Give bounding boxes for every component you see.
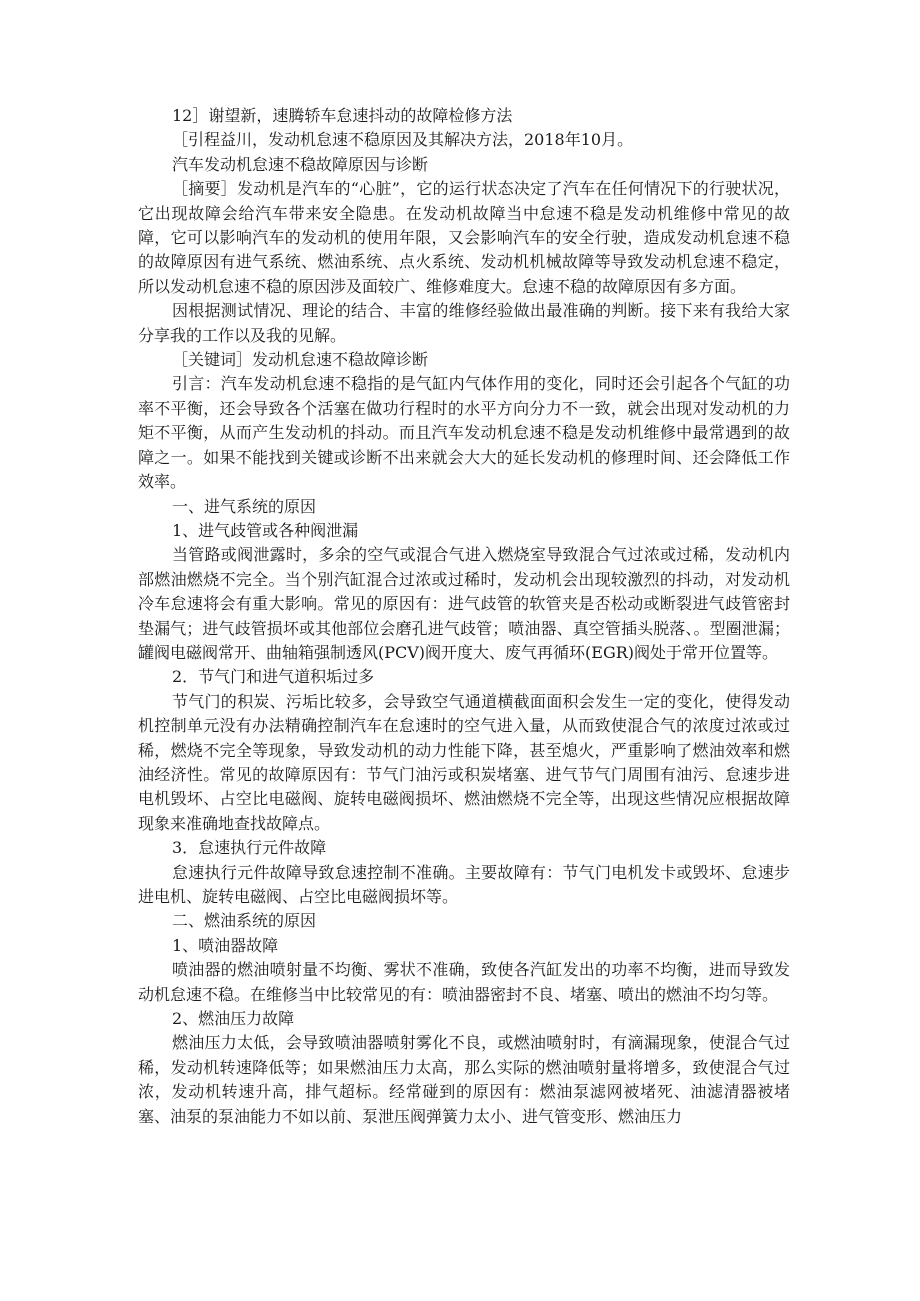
section-heading: 二、燃油系统的原因 bbox=[172, 911, 317, 931]
body-paragraph: 怠速执行元件故障导致怠速控制不准确。主要故障有：节气门电机发卡或毁坏、怠速步进电机、旋转电磁阀、占空比电磁阀损坏等。 bbox=[138, 862, 790, 906]
body-paragraph: 喷油器的燃油喷射量不均衡、雾状不准确，致使各汽缸发出的功率不均衡，进而导致发动机怠速不稳。在维修当中比较常见的有：喷油器密封不良、堵塞、喷出的燃油不均匀等。 bbox=[138, 960, 790, 1004]
document-title: 汽车发动机怠速不稳故障原因与诊断 bbox=[172, 154, 429, 174]
subsection-heading: 1、进气歧管或各种阀泄漏 bbox=[172, 520, 359, 540]
keywords: ［关键词］发动机怠速不稳故障诊断 bbox=[172, 350, 429, 370]
document-body bbox=[138, 104, 790, 1129]
body-paragraph: 因根据测试情况、理论的结合、丰富的维修经验做出最准确的判断。接下来有我给大家分享我的工作以及我的见解。 bbox=[138, 301, 790, 345]
introduction-paragraph: 引言：汽车发动机怠速不稳指的是气缸内气体作用的变化，同时还会引起各个气缸的功率不平衡，还会导致各个活塞在做功行程时的水平方向分力不一致，就会出现对发动机的力矩不平衡，从而产生发动机的抖动。而且汽车发动机怠速不稳是发动机维修中最常遇到的故障之一。如果不能找到关键或诊断不出来就会大大的延长发动机的修理时间、还会降低工作效率。 bbox=[138, 374, 790, 492]
subsection-heading: 1、喷油器故障 bbox=[172, 935, 279, 955]
body-paragraph: 燃油压力太低，会导致喷油器喷射雾化不良，或燃油喷射时，有滴漏现象，使混合气过稀，发动机转速降低等；如果燃油压力太高，那么实际的燃油喷射量将增多，致使混合气过浓，发动机转速升高，排气超标。经常碰到的原因有：燃油泵滤网被堵死、油滤清器被堵塞、油泵的泵油能力不如以前、泵泄压阀弹簧力太小、进气管变形、燃油压力 bbox=[138, 1033, 790, 1126]
reference-item: ［引程益川，发动机怠速不稳原因及其解决方法，2018年10月。 bbox=[172, 130, 634, 150]
body-paragraph: 当管路或阀泄露时，多余的空气或混合气进入燃烧室导致混合气过浓或过稀，发动机内部燃油燃烧不完全。当个别汽缸混合过浓或过稀时，发动机会出现较激烈的抖动，对发动机冷车怠速将会有重大影响。常见的原因有：进气歧管的软管夹是否松动或断裂进气歧管密封垫漏气；进气歧管损坏或其他部位会磨孔进气歧管；喷油器、真空管插头脱落、。型圈泄漏；罐阀电磁阀常开、曲轴箱强制透风(PCV)阀开度大、废气再循环(EGR)阀处于常开位置等。 bbox=[138, 545, 790, 662]
reference-item: 12］谢望新，速腾轿车怠速抖动的故障检修方法 bbox=[172, 106, 513, 125]
subsection-heading: 2．节气门和进气道积垢过多 bbox=[172, 667, 375, 687]
body-paragraph: 节气门的积炭、污垢比较多，会导致空气通道横截面面积会发生一定的变化，使得发动机控制单元没有办法精确控制汽车在怠速时的空气进入量，从而致使混合气的浓度过浓或过稀，燃烧不完全等现象，导致发动机的动力性能下降，甚至熄火，严重影响了燃油效率和燃油经济性。常见的故障原因有：节气门油污或积炭堵塞、进气节气门周围有油污、怠速步进电机毁坏、占空比电磁阀、旋转电磁阀损坏、燃油燃烧不完全等，出现这些情况应根据故障现象来准确地查找故障点。 bbox=[138, 691, 790, 833]
subsection-heading: 3．怠速执行元件故障 bbox=[172, 838, 327, 858]
abstract-paragraph: ［摘要］发动机是汽车的“心脏”，它的运行状态决定了汽车在任何情况下的行驶状况，它出现故障会给汽车带来安全隐患。在发动机故障当中怠速不稳是发动机维修中常见的故障，它可以影响汽车的发动机的使用年限，又会影响汽车的安全行驶，造成发动机怠速不稳的故障原因有进气系统、燃油系统、点火系统、发动机机械故障等导致发动机怠速不稳定，所以发动机怠速不稳的原因涉及面较广、维修难度大。怠速不稳的故障原因有多方面。 bbox=[138, 179, 790, 296]
subsection-heading: 2、燃油压力故障 bbox=[172, 1009, 295, 1029]
section-heading: 一、进气系统的原因 bbox=[172, 496, 317, 516]
